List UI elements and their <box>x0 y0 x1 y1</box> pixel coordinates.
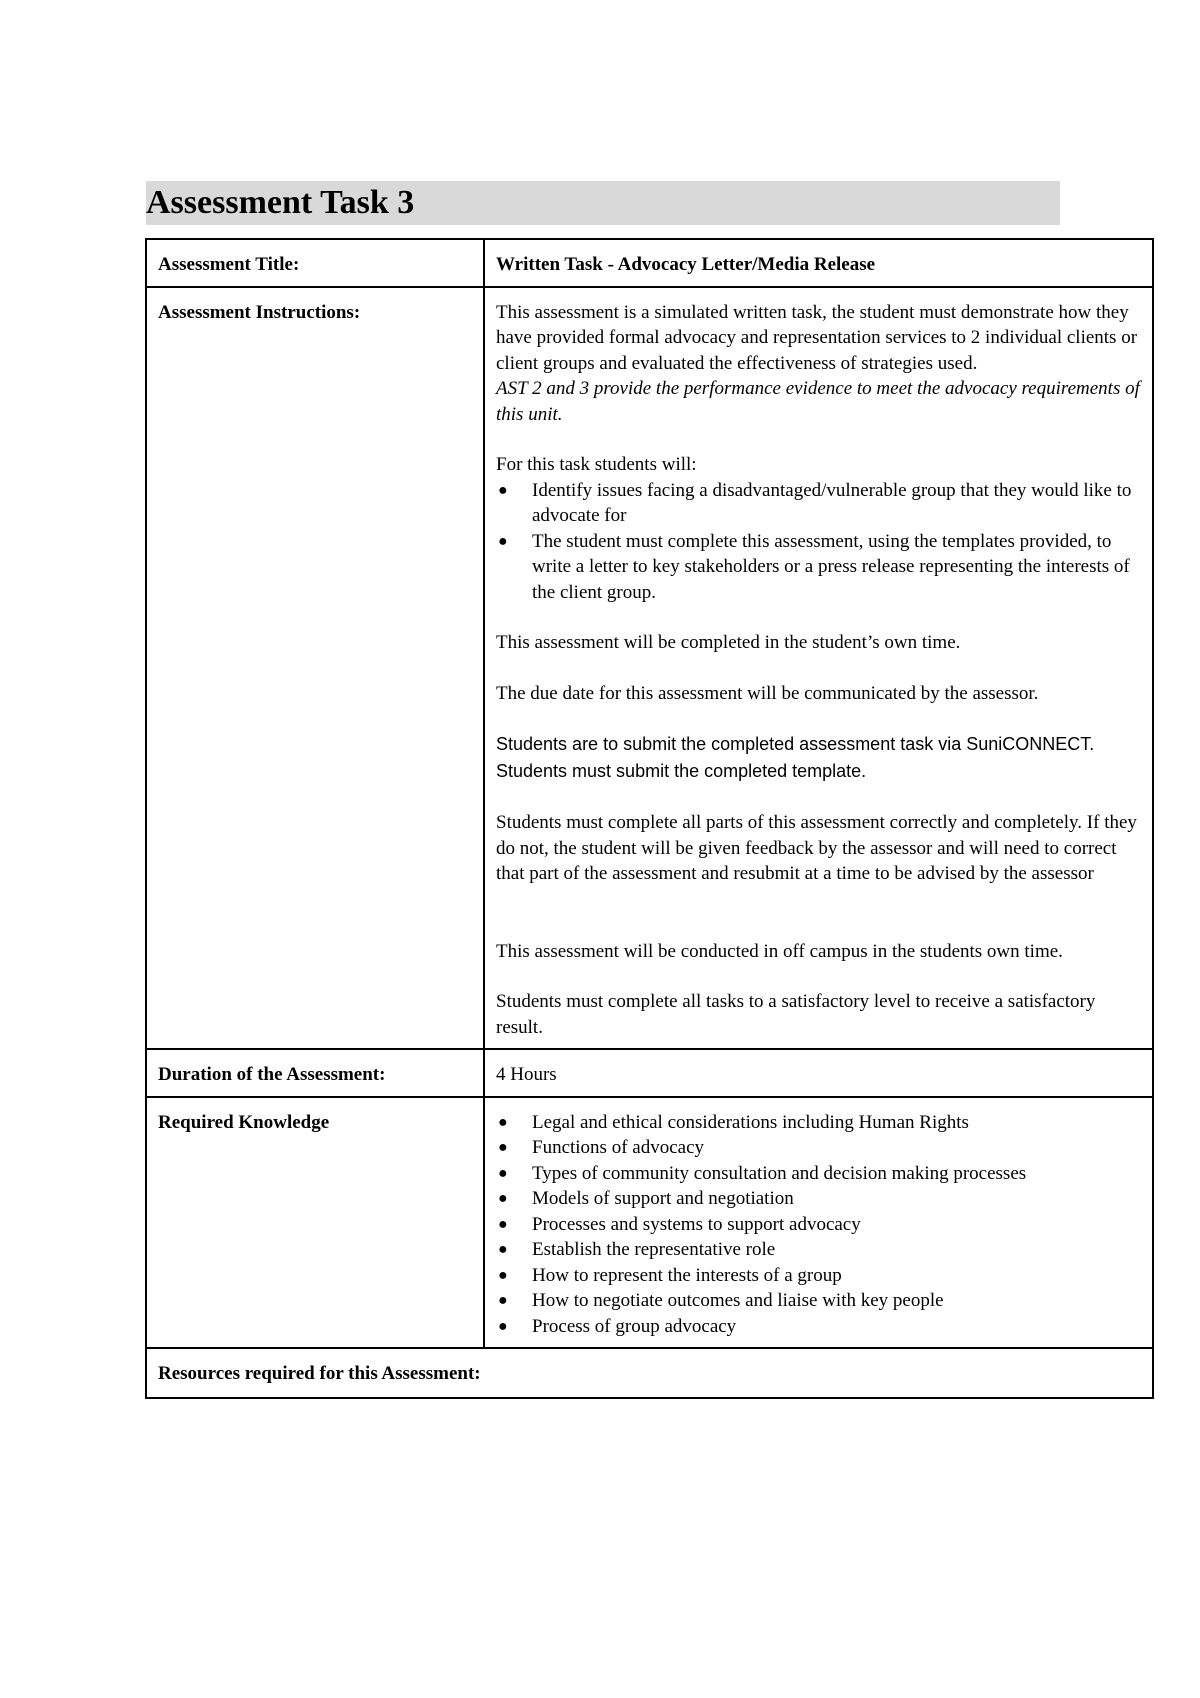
table-row-knowledge <box>146 1097 1153 1349</box>
table-row-duration <box>146 1049 1153 1097</box>
list-item <box>496 1288 1142 1314</box>
knowledge-item-text: Establish the representative role <box>532 1239 776 1260</box>
bullet-icon: ● <box>498 481 508 499</box>
submit-via-text: Students are to submit the completed assessment task via SuniCONNECT. <box>496 734 1095 754</box>
table-row-resources <box>146 1348 1153 1398</box>
list-item <box>496 1186 1142 1212</box>
own-time-text: This assessment will be completed in the student’s own time. <box>496 632 961 653</box>
submit-template-text: Students must submit the completed template. <box>496 761 867 781</box>
off-campus-text: This assessment will be conducted in off campus in the students own time. <box>496 940 1063 962</box>
page-title: Assessment Task 3 <box>146 184 415 221</box>
knowledge-item-text: Legal and ethical considerations including Human Rights <box>532 1111 969 1133</box>
knowledge-item-text: Models of support and negotiation <box>532 1188 794 1209</box>
duration-label: Duration of the Assessment: <box>146 1049 484 1097</box>
list-item <box>496 1263 1142 1289</box>
complete-parts-text: Students must complete all parts of this assessment correctly and completely. If they do not, the student will be given feedback by the assessor and will need to correct that part of the assessment and resubmit at a time to be advised by the assessor <box>496 812 1137 884</box>
instructions-value <box>484 287 1153 1050</box>
bullet-icon: ● <box>498 1139 508 1156</box>
list-item <box>496 1314 1142 1340</box>
title-value: Written Task - Advocacy Letter/Media Release <box>484 239 1153 287</box>
instructions-italic-note: AST 2 and 3 provide the performance evidence to meet the advocacy requirements of this unit. <box>496 378 1140 425</box>
bullet-icon: ● <box>498 1215 508 1233</box>
bullet-icon: ● <box>498 1266 508 1284</box>
instructions-label: Assessment Instructions: <box>146 287 484 1050</box>
knowledge-item-text: Functions of advocacy <box>532 1137 705 1158</box>
list-item <box>496 1135 1142 1161</box>
knowledge-value <box>484 1097 1153 1349</box>
bullet-icon: ● <box>498 1164 508 1182</box>
resources-label: Resources required for this Assessment: <box>146 1348 1153 1398</box>
list-item <box>496 478 1142 529</box>
due-date-text: The due date for this assessment will be communicated by the assessor. <box>496 682 1039 704</box>
duration-value: 4 Hours <box>484 1049 1153 1097</box>
knowledge-item-text: Process of group advocacy <box>532 1315 737 1337</box>
title-label: Assessment Title: <box>146 239 484 287</box>
knowledge-item-text: How to represent the interests of a group <box>532 1264 842 1286</box>
instructions-intro: This assessment is a simulated written task, the student must demonstrate how they have provided formal advocacy and representation services to 2 individual clients or client groups and evaluated the effectiveness of strategies used. <box>496 301 1138 374</box>
knowledge-item-text: Types of community consultation and decision making processes <box>532 1162 1027 1184</box>
list-item <box>496 1110 1142 1136</box>
bullet-icon: ● <box>498 1190 508 1207</box>
bullet-icon: ● <box>498 1292 508 1309</box>
task-lead: For this task students will: <box>496 454 697 475</box>
task-list <box>496 478 1142 606</box>
task-item-text: Identify issues facing a disadvantaged/vulnerable group that they would like to advocate for <box>532 479 1132 526</box>
bullet-icon: ● <box>498 1241 508 1258</box>
list-item <box>496 1212 1142 1238</box>
table-row-title <box>146 239 1153 287</box>
assessment-table <box>145 238 1154 1399</box>
knowledge-item-text: Processes and systems to support advocacy <box>532 1213 861 1235</box>
bullet-icon: ● <box>498 1317 508 1335</box>
knowledge-list <box>496 1110 1142 1340</box>
list-item <box>496 1161 1142 1187</box>
bullet-icon: ● <box>498 532 508 550</box>
knowledge-label: Required Knowledge <box>146 1097 484 1349</box>
list-item <box>496 1237 1142 1263</box>
task-item-text: The student must complete this assessment, using the templates provided, to write a letter to key stakeholders or a press release representing the interests of the client group. <box>532 530 1130 603</box>
table-row-instructions <box>146 287 1153 1050</box>
satisfactory-text: Students must complete all tasks to a satisfactory level to receive a satisfactory result. <box>496 991 1096 1038</box>
knowledge-item-text: How to negotiate outcomes and liaise with key people <box>532 1290 944 1311</box>
bullet-icon: ● <box>498 1113 508 1131</box>
list-item <box>496 529 1142 606</box>
